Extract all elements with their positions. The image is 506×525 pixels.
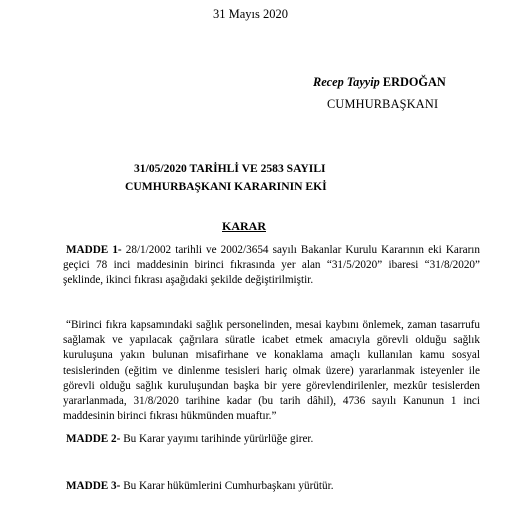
article-1-label: MADDE 1- xyxy=(66,244,122,256)
article-3-text: Bu Karar hükümlerini Cumhurbaşkanı yürütür. xyxy=(123,480,334,492)
article-2-label: MADDE 2- xyxy=(66,433,121,445)
article-1-text: 28/1/2002 tarihli ve 2002/3654 sayılı Bakanlar Kurulu Kararının eki Kararın geçici 78 inci maddesinin birinci fıkrasında yer alan “31/5/2020” ibaresi “31/8/2020” şeklinde, ikinci fıkrası aşağıdaki şekilde değiştirilmiştir. xyxy=(63,244,480,287)
article-2 xyxy=(66,433,313,445)
article-2-text: Bu Karar yayımı tarihinde yürürlüğe girer. xyxy=(123,433,314,445)
article-3-label: MADDE 3- xyxy=(66,480,121,492)
article-3 xyxy=(66,480,334,492)
section-heading: KARAR xyxy=(222,219,266,233)
document-date: 31 Mayıs 2020 xyxy=(213,7,288,21)
document-title-line-1: 31/05/2020 TARİHLİ VE 2583 SAYILI xyxy=(134,162,326,175)
signer-title: CUMHURBAŞKANI xyxy=(327,97,439,111)
signer-last-name: ERDOĞAN xyxy=(382,75,446,89)
document-title-line-2: CUMHURBAŞKANI KARARININ EKİ xyxy=(125,180,327,193)
signer-first-name: Recep Tayyip xyxy=(313,75,380,89)
signer-name xyxy=(313,75,446,90)
article-1 xyxy=(63,243,480,289)
article-1-amendment-quote: “Birinci fıkra kapsamındaki sağlık personelinden, mesai kaybını önlemek, zaman tasarrufu sağlamak ve yapılacak çağrılara süratle icabet etmek amacıyla görevli olduğu sağlık kuruluşuna yakın bulunan misafirhane ve konaklama amaçlı kullanılan kamu sosyal tesislerinden (eğitim ve dinlenme tesisleri hariç olmak üzere) yararlanmak isteyenler ile görevli olduğu sağlık kuruluşundan başka bir yere görevlendirilenler, mezkûr tesislerden yararlanmada, 31/8/2020 tarihine kadar (bu tarih dâhil), 4736 sayılı Kanunun 1 inci maddesinin birinci fıkrası hükmünden muaftır.” xyxy=(63,319,480,423)
